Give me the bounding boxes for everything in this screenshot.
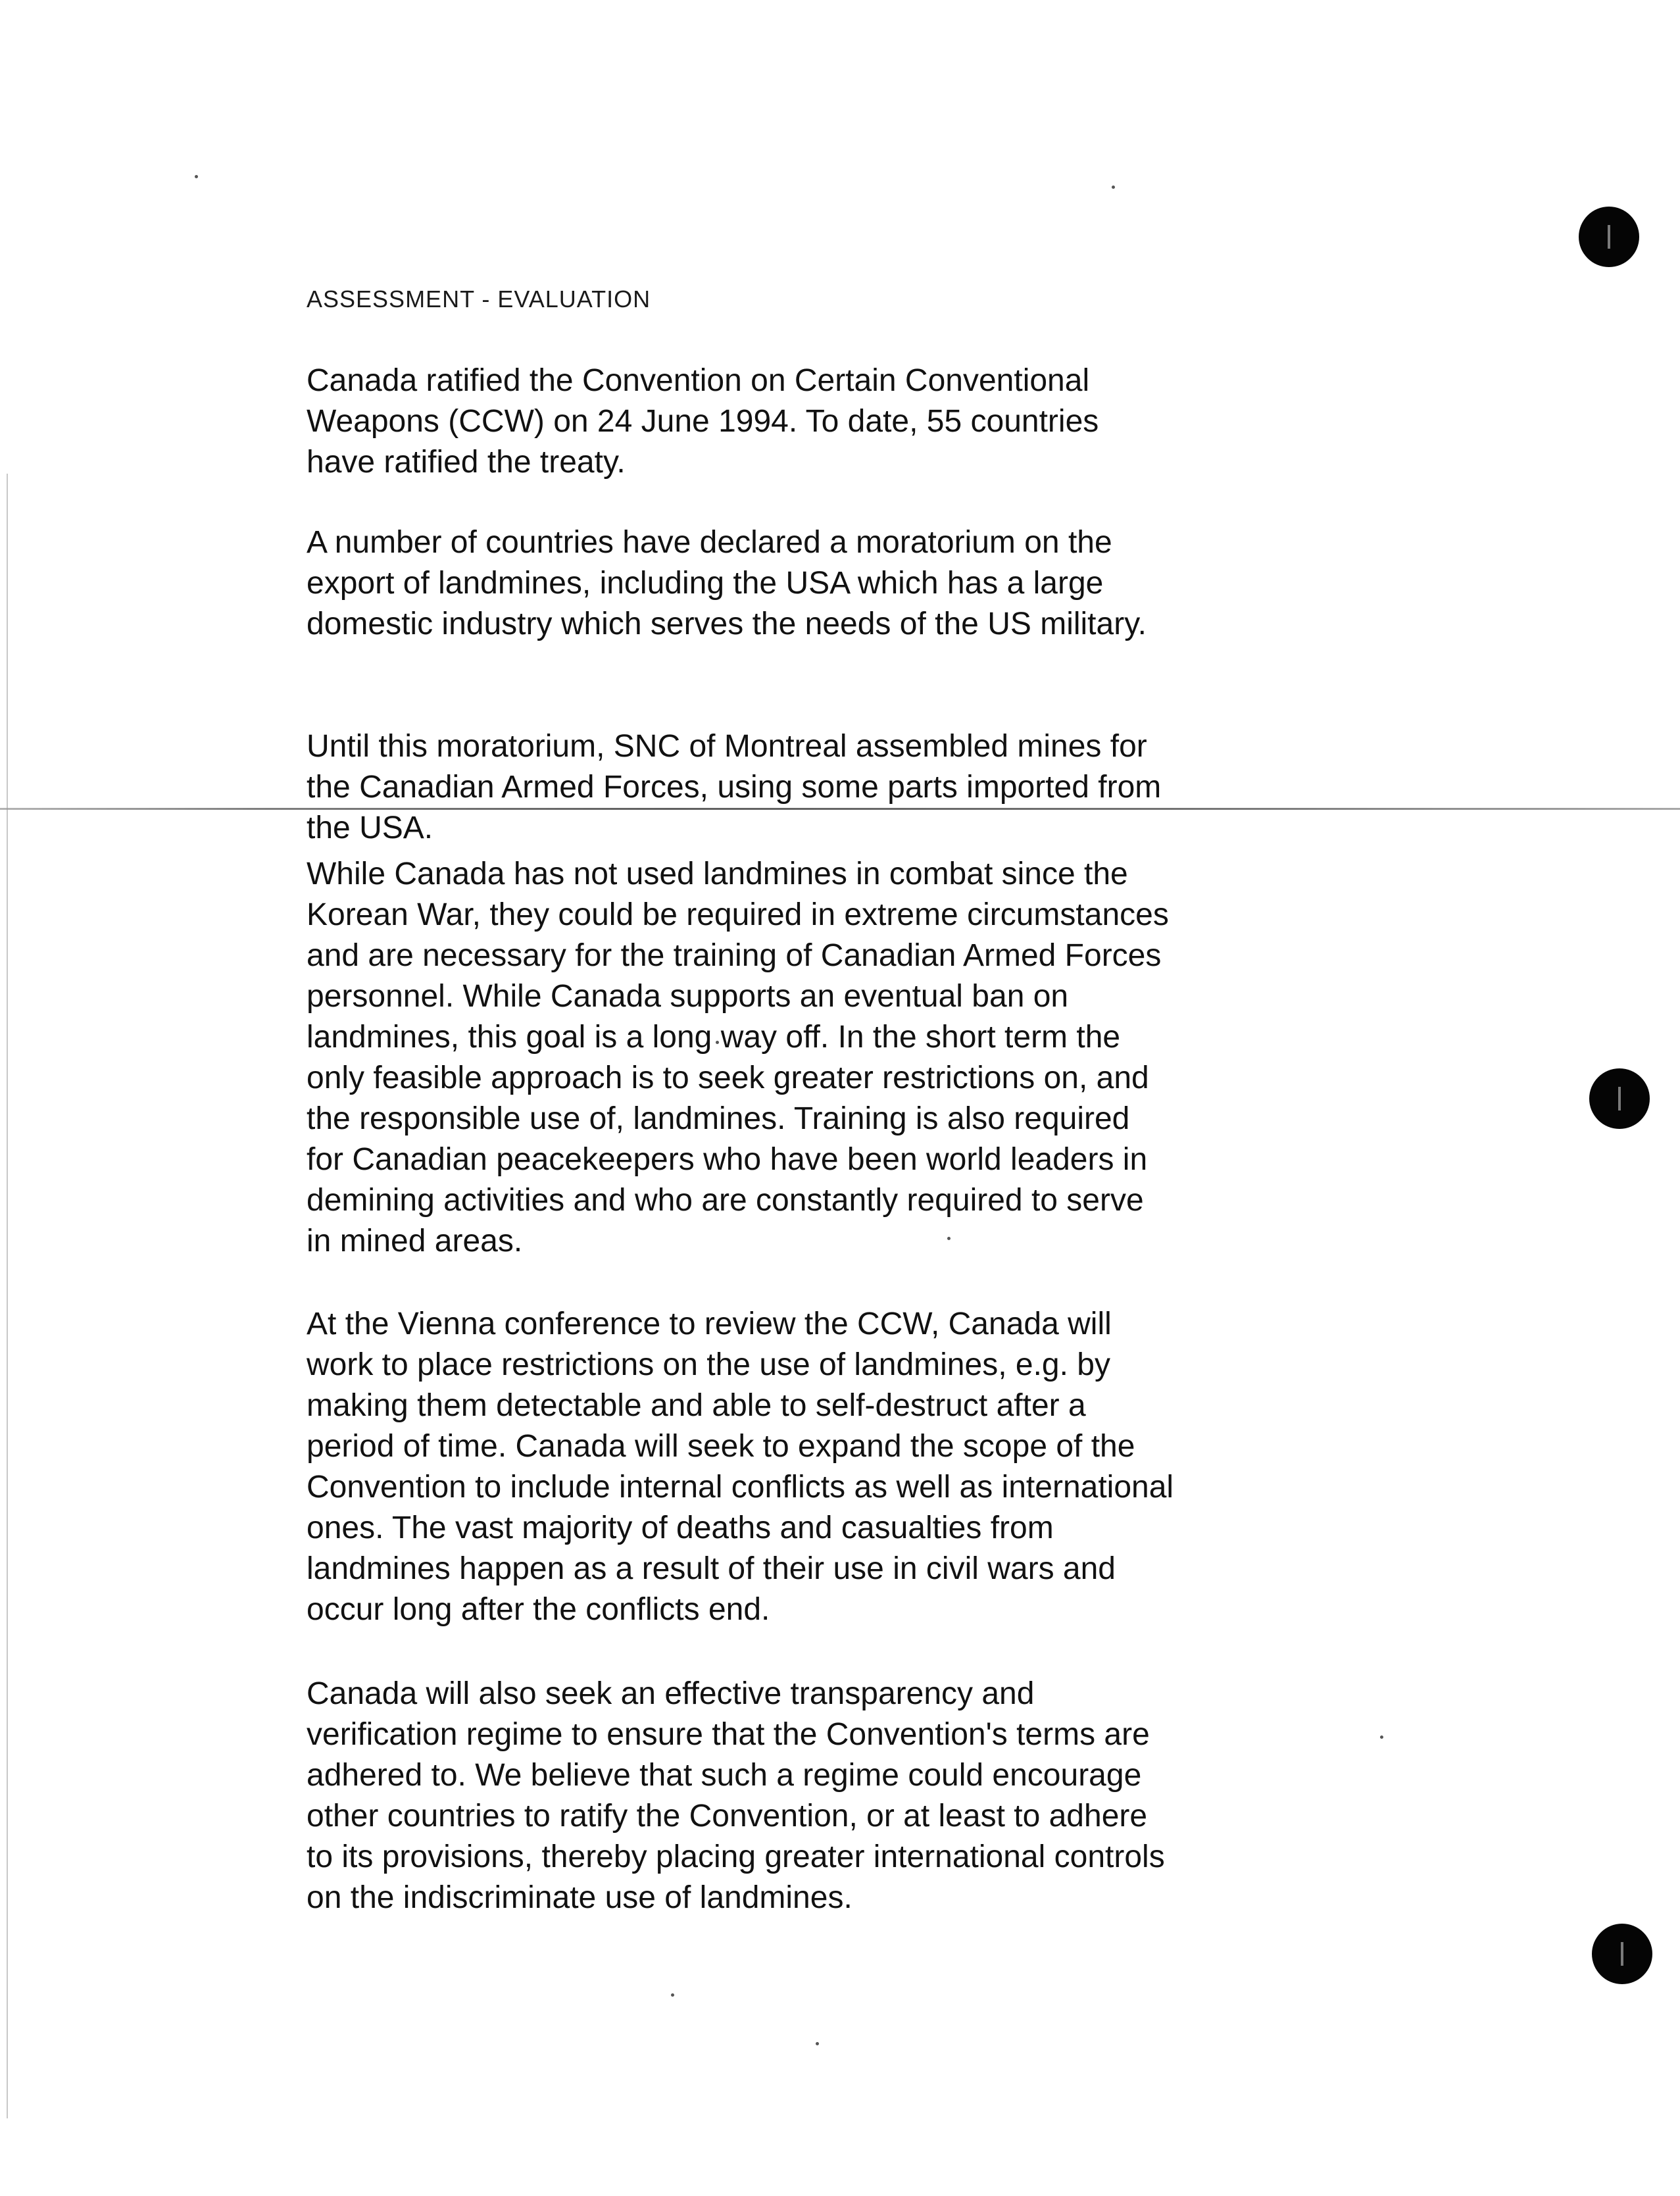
text-line: have ratified the treaty. (307, 445, 626, 480)
text-line: period of time. Canada will seek to expand the scope of the (307, 1429, 1135, 1464)
paragraph-canada-position (307, 854, 1169, 1262)
punch-hole-top (1579, 207, 1639, 267)
text-line: for Canadian peacekeepers who have been world leaders in (307, 1142, 1148, 1177)
text-line: the Canadian Armed Forces, using some parts imported from (307, 770, 1162, 805)
text-line: Until this moratorium, SNC of Montreal assembled mines for (307, 729, 1147, 764)
scan-edge-line (7, 474, 8, 2118)
text-line: personnel. While Canada supports an eventual ban on (307, 979, 1069, 1014)
section-heading: ASSESSMENT - EVALUATION (307, 286, 651, 312)
text-line: verification regime to ensure that the Convention's terms are (307, 1717, 1150, 1752)
text-line: landmines, this goal is a long way off. In the short term the (307, 1020, 1121, 1055)
text-line: work to place restrictions on the use of landmines, e.g. by (307, 1347, 1110, 1382)
text-line: making them detectable and able to self-destruct after a (307, 1388, 1086, 1423)
text-line: At the Vienna conference to review the CCW, Canada will (307, 1307, 1112, 1341)
paragraph-vienna-conference (307, 1304, 1174, 1630)
paragraph-snc-montreal (307, 726, 1161, 849)
text-line: ones. The vast majority of deaths and casualties from (307, 1510, 1054, 1545)
text-line: landmines happen as a result of their use in civil wars and (307, 1551, 1116, 1586)
text-line: other countries to ratify the Convention, or at least to adhere (307, 1799, 1148, 1834)
text-line: only feasible approach is to seek greater restrictions on, and (307, 1061, 1149, 1095)
text-line: demining activities and who are constantly required to serve (307, 1183, 1144, 1218)
text-line: the responsible use of, landmines. Training is also required (307, 1101, 1130, 1136)
scan-speck (816, 2042, 819, 2045)
text-line: Canada will also seek an effective transparency and (307, 1676, 1035, 1711)
text-line: Convention to include internal conflicts as well as international (307, 1470, 1174, 1505)
text-line: While Canada has not used landmines in combat since the (307, 857, 1128, 891)
scan-speck (1380, 1735, 1383, 1739)
text-line: the USA. (307, 811, 433, 845)
scan-speck (1112, 186, 1115, 189)
text-line: adhered to. We believe that such a regime could encourage (307, 1758, 1142, 1793)
text-line: Canada ratified the Convention on Certain Conventional (307, 363, 1090, 398)
paragraph-ccw-ratification (307, 361, 1099, 483)
text-line: in mined areas. (307, 1224, 523, 1259)
punch-hole-middle (1589, 1068, 1650, 1129)
scan-speck (671, 1993, 674, 1997)
text-line: domestic industry which serves the needs of the US military. (307, 607, 1147, 641)
text-line: A number of countries have declared a moratorium on the (307, 525, 1112, 560)
scan-speck (195, 175, 198, 178)
text-line: Weapons (CCW) on 24 June 1994. To date, 55 countries (307, 404, 1099, 439)
text-line: Korean War, they could be required in extreme circumstances (307, 897, 1169, 932)
text-line: export of landmines, including the USA which has a large (307, 566, 1104, 601)
text-line: to its provisions, thereby placing greater international controls (307, 1839, 1165, 1874)
text-line: occur long after the conflicts end. (307, 1592, 770, 1627)
text-line: and are necessary for the training of Canadian Armed Forces (307, 938, 1162, 973)
paragraph-verification-regime (307, 1674, 1165, 1918)
text-line: on the indiscriminate use of landmines. (307, 1880, 852, 1915)
punch-hole-bottom (1592, 1924, 1652, 1984)
paragraph-export-moratorium (307, 522, 1147, 645)
